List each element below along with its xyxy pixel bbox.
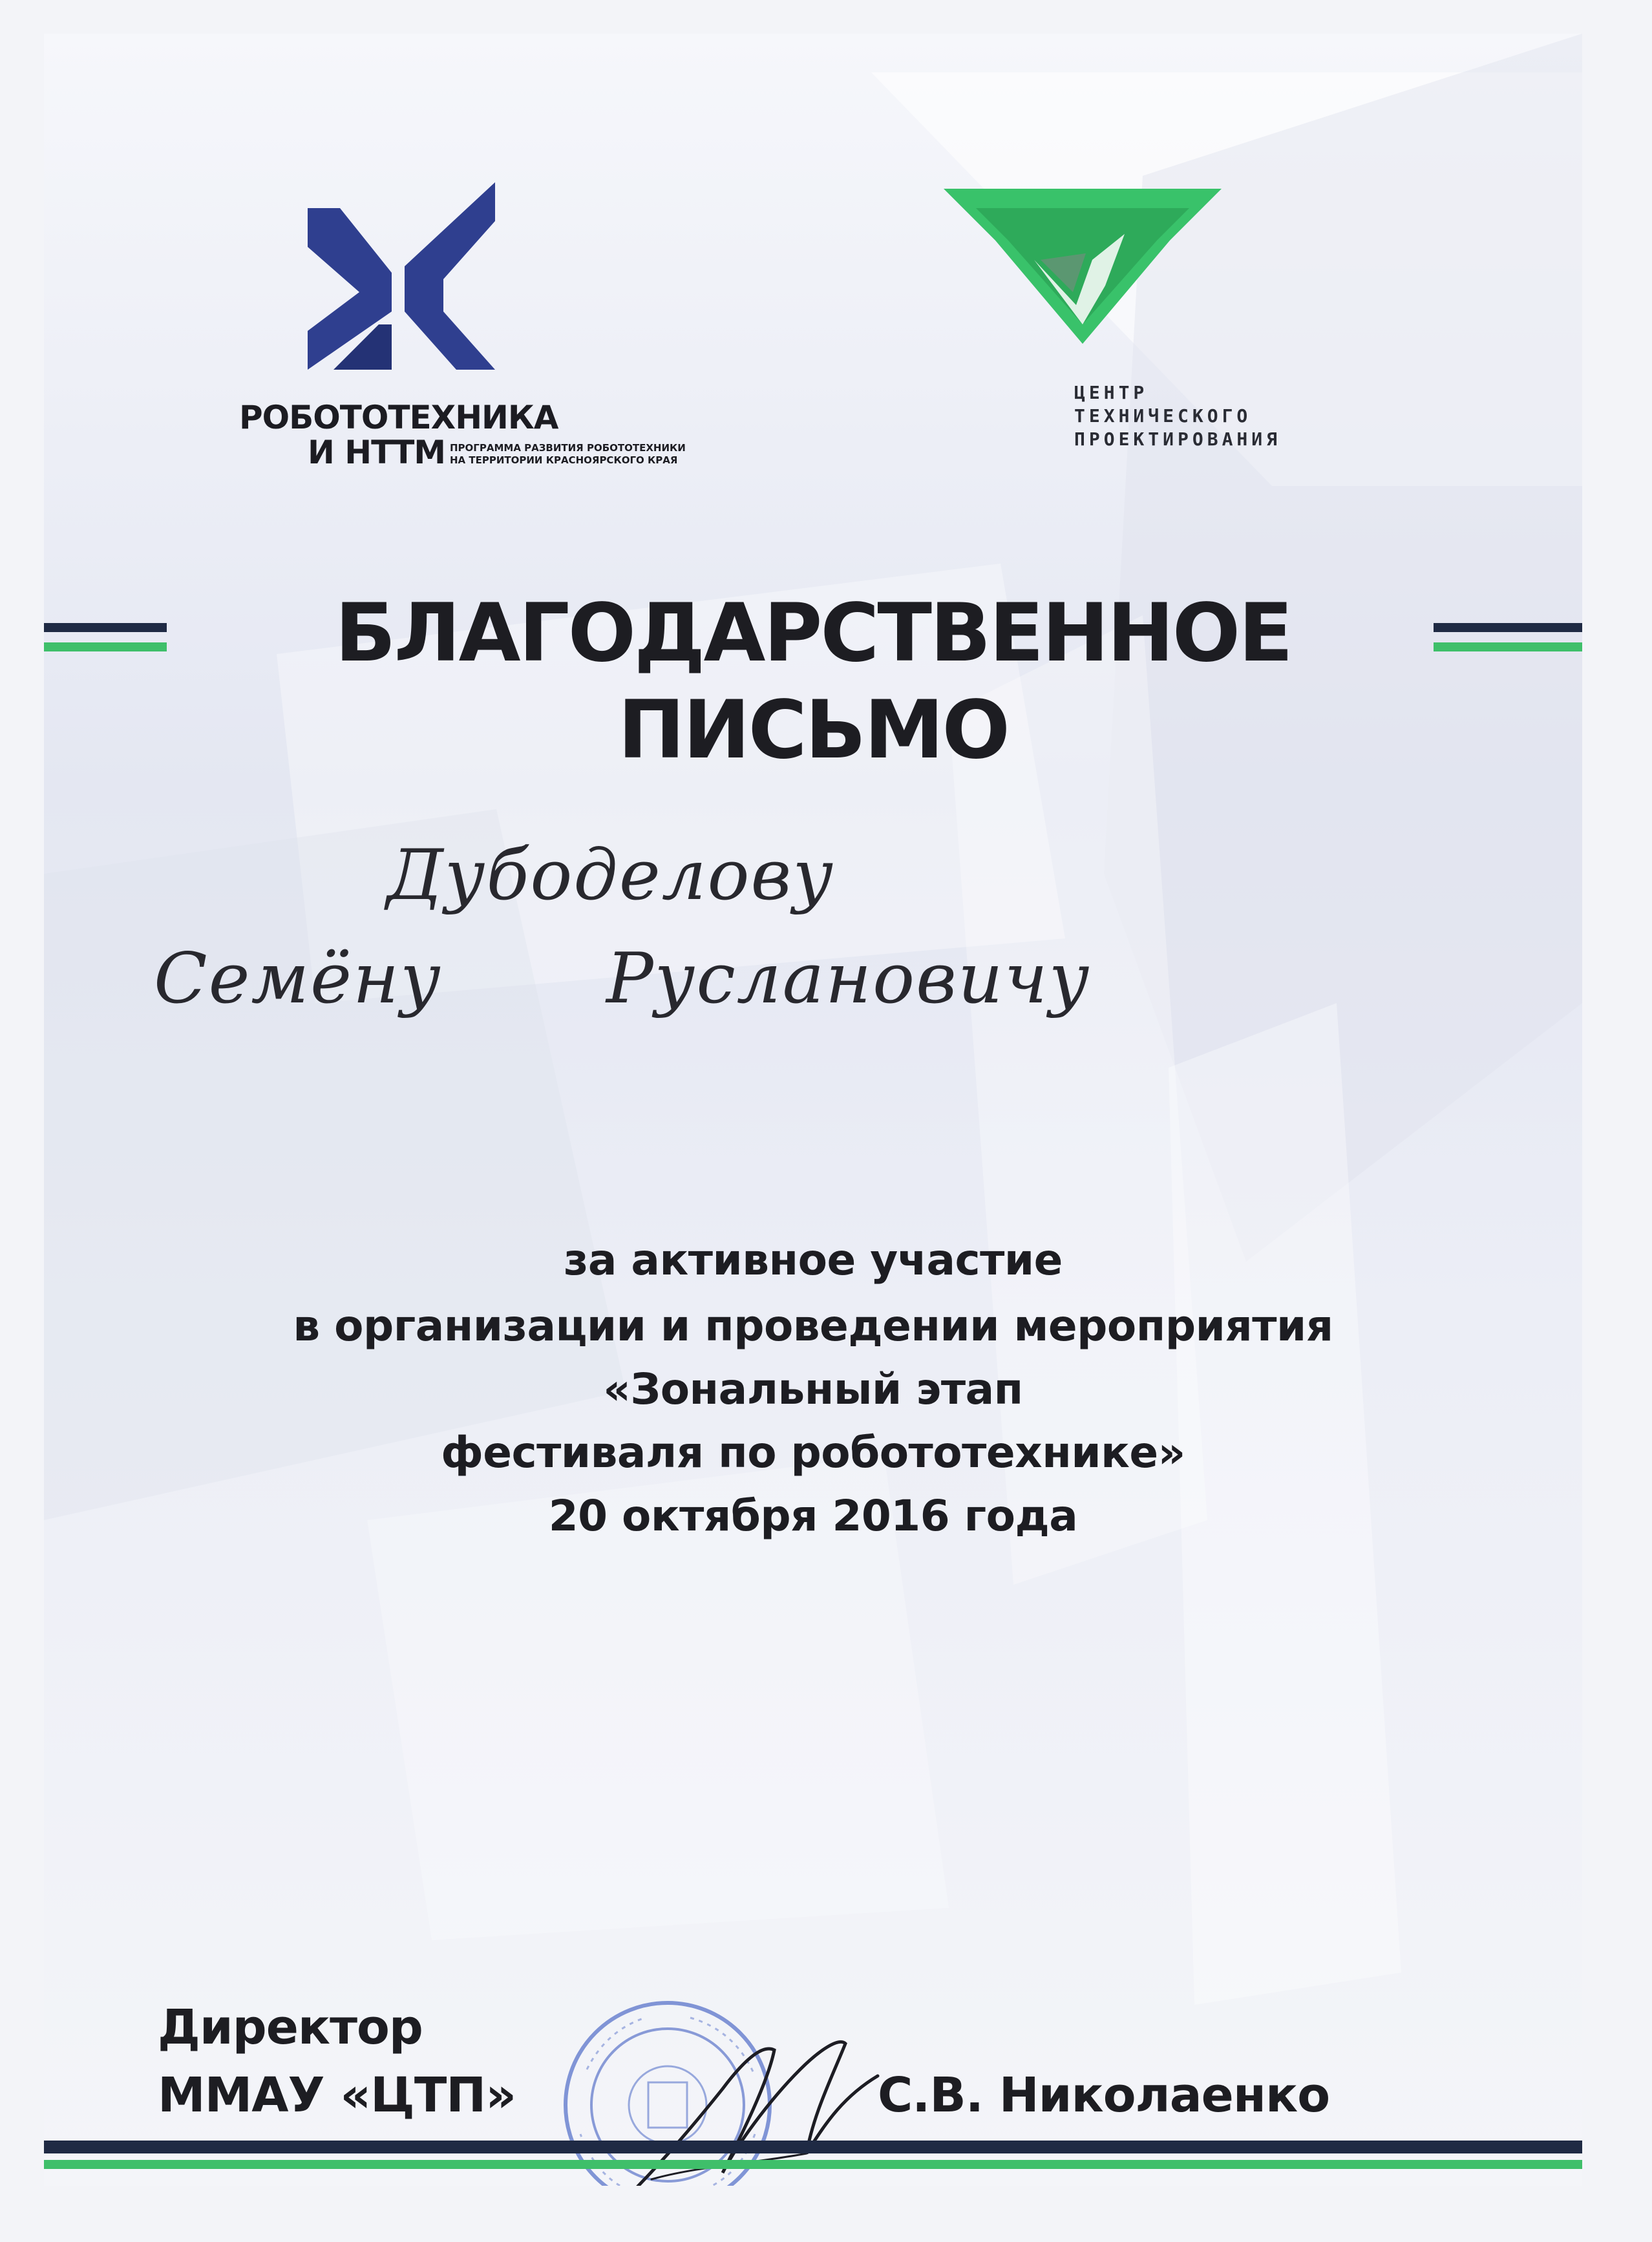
body-line-1: за активное участие xyxy=(564,1235,1063,1285)
document-title-line2: ПИСЬМО xyxy=(618,684,1008,777)
document-title: БЛАГОДАРСТВЕННОЕ xyxy=(335,587,1291,680)
signer-organization: ММАУ «ЦТП» xyxy=(158,2068,516,2123)
background-pattern xyxy=(44,34,1582,2186)
logo-left-title-2: И НТТМ xyxy=(308,434,446,471)
recipient-surname: Дубоделову xyxy=(387,835,835,916)
body-line-5: 20 октября 2016 года xyxy=(548,1491,1078,1541)
robotics-logo-icon xyxy=(295,182,508,396)
logo-right-text xyxy=(1074,381,1281,451)
body-line-2: в организации и проведении мероприятия xyxy=(293,1301,1333,1351)
logo-left-subtitle xyxy=(450,442,686,467)
logo-left-subtitle-line2: НА ТЕРРИТОРИИ КРАСНОЯРСКОГО КРАЯ xyxy=(450,454,678,466)
recipient-given-name: Семёну xyxy=(154,938,442,1019)
body-line-3: «Зональный этап xyxy=(603,1364,1023,1414)
certificate-page xyxy=(44,34,1582,2186)
signer-name: С.В. Николаенко xyxy=(878,2068,1330,2123)
body-line-4: фестиваля по робототехнике» xyxy=(441,1428,1185,1477)
logo-left-title: РОБОТОТЕХНИКА xyxy=(239,399,558,436)
logo-left-subtitle-line1: ПРОГРАММА РАЗВИТИЯ РОБОТОТЕХНИКИ xyxy=(450,442,686,454)
logo-right-line3: ПРОЕКТИРОВАНИЯ xyxy=(1074,428,1282,450)
logo-right-line1: ЦЕНТР xyxy=(1074,382,1149,403)
footer-decoration xyxy=(44,2141,1582,2179)
signer-role: Директор xyxy=(158,2000,423,2055)
logo-right-line2: ТЕХНИЧЕСКОГО xyxy=(1074,405,1252,427)
recipient-patronymic: Руслановичу xyxy=(606,938,1091,1019)
tech-center-logo-icon xyxy=(937,189,1228,370)
